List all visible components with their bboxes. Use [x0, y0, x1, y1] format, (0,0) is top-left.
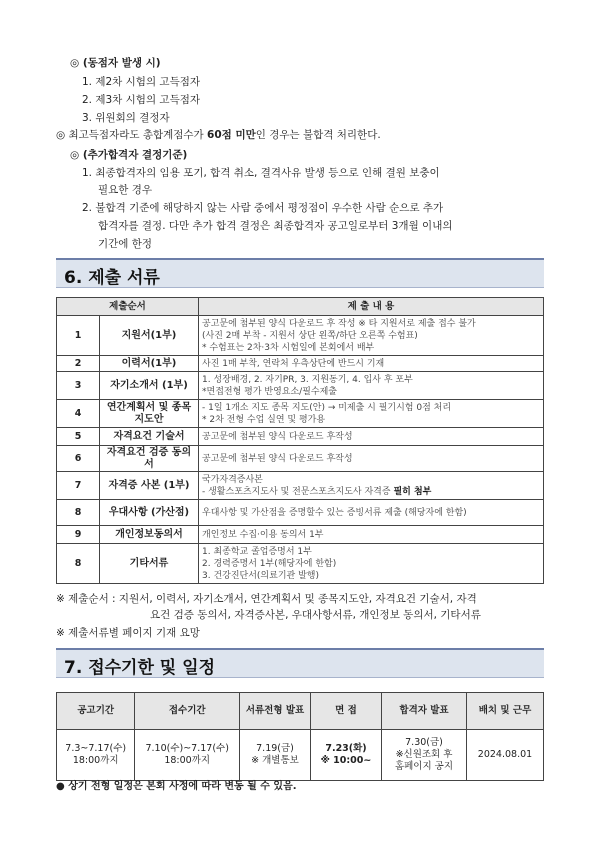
table-row: 7 자격증 사본 (1부) 국가자격증사본 - 생활스포츠지도사 및 전문스포츠지도사 자격증 필히 첨부 [57, 472, 544, 500]
interview-date: 7.23(화) ※ 10:00~ [311, 730, 382, 781]
table-row: 2 이력서(1부) 사진 1매 부착, 연락처 우측상단에 반드시 기재 [57, 356, 544, 372]
extra-line: 필요한 경우 [98, 184, 153, 196]
schedule-footnote: ● 상기 전형 일정은 본회 사정에 따라 변동 될 수 있음. [56, 781, 297, 792]
placement-date: 2024.08.01 [467, 730, 544, 781]
table-row: 4 연간계획서 및 종목지도안 - 1일 1개소 지도 종목 지도(안) → 미제출 시 필기시험 0점 처리 * 2차 전형 수업 실연 및 평가용 [57, 400, 544, 428]
section-7-header [56, 648, 544, 678]
extra-line: 합격자를 결정. 다만 추가 합격 결정은 최종합격자 공고일로부터 3개월 이내의 [98, 220, 453, 232]
table-row: 1 지원서(1부) 공고문에 첨부된 양식 다운로드 후 작성 ※ 타 지원서로 제출 접수 불가 (사진 2매 부착 - 지원서 상단 왼쪽/하단 오른쪽 수험표) * 수험표는 2차·3차 시험일에 본회에서 배부 [57, 316, 544, 356]
section-6-title: 6. 제출 서류 [64, 268, 160, 288]
min-score-rule: ◎ 최고득점자라도 총합계점수가 60점 미만인 경우는 불합격 처리한다. [56, 129, 381, 141]
col-application: 접수기간 [135, 693, 240, 730]
col-final-result: 합격자 발표 [382, 693, 467, 730]
col-placement: 배치 및 근무 [467, 693, 544, 730]
table-row: 9 개인정보동의서 개인정보 수집·이용 동의서 1부 [57, 526, 544, 544]
table-row: 8 우대사항 (가산점) 우대사항 및 가산점을 증명할수 있는 증빙서류 제출 (해당자에 한함) [57, 500, 544, 526]
submission-note: 요건 검증 동의서, 자격증사본, 우대사항서류, 개인정보 동의서, 기타서류 [150, 609, 481, 621]
table-row: 6 자격요건 검증 동의서 공고문에 첨부된 양식 다운로드 후작성 [57, 446, 544, 472]
extra-line: 1. 최종합격자의 임용 포기, 합격 취소, 결격사유 발생 등으로 인해 결원 보충이 [82, 167, 440, 179]
table-row: 3 자기소개서 (1부) 1. 성장배경, 2. 자기PR, 3. 지원동기, 4. 입사 후 포부 *면접전형 평가 반영요소/필수제출 [57, 372, 544, 400]
tie-title: ◎ (동점자 발생 시) [70, 57, 161, 69]
schedule-table [56, 692, 544, 781]
col-interview: 면 접 [311, 693, 382, 730]
documents-table [56, 297, 544, 584]
document-result-date: 7.19(금) ※ 개별통보 [240, 730, 311, 781]
extra-title: ◎ (추가합격자 결정기준) [70, 149, 188, 161]
tie-item: 3. 위원회의 결정자 [82, 112, 170, 124]
application-period: 7.10(수)~7.17(수) 18:00까지 [135, 730, 240, 781]
tie-item: 2. 제3차 시험의 고득점자 [82, 94, 200, 106]
announcement-period: 7.3~7.17(수) 18:00까지 [57, 730, 135, 781]
extra-line: 기간에 한정 [98, 238, 153, 250]
table-row: 8 기타서류 1. 최종학교 졸업증명서 1부 2. 경력증명서 1부(해당자에 한함) 3. 건강진단서(의료기관 발행) [57, 544, 544, 584]
schedule-row [57, 730, 544, 781]
submission-note: ※ 제출순서 : 지원서, 이력서, 자기소개서, 연간계획서 및 종목지도안, 자격요건 기술서, 자격 [56, 593, 477, 605]
page-number-note: ※ 제출서류별 페이지 기재 요망 [56, 627, 200, 639]
col-document-result: 서류전형 발표 [240, 693, 311, 730]
extra-line: 2. 불합격 기준에 해당하지 않는 사람 중에서 평정점이 우수한 사람 순으로 추가 [82, 202, 444, 214]
col-order: 제출순서 [57, 298, 199, 316]
section-7-title: 7. 접수기한 및 일정 [64, 658, 215, 678]
tie-item: 1. 제2차 시험의 고득점자 [82, 76, 200, 88]
table-row: 5 자격요건 기술서 공고문에 첨부된 양식 다운로드 후작성 [57, 428, 544, 446]
col-content: 제 출 내 용 [199, 298, 544, 316]
col-announcement: 공고기간 [57, 693, 135, 730]
section-6-header [56, 258, 544, 288]
final-result-date: 7.30(금) ※신원조회 후 홈페이지 공지 [382, 730, 467, 781]
